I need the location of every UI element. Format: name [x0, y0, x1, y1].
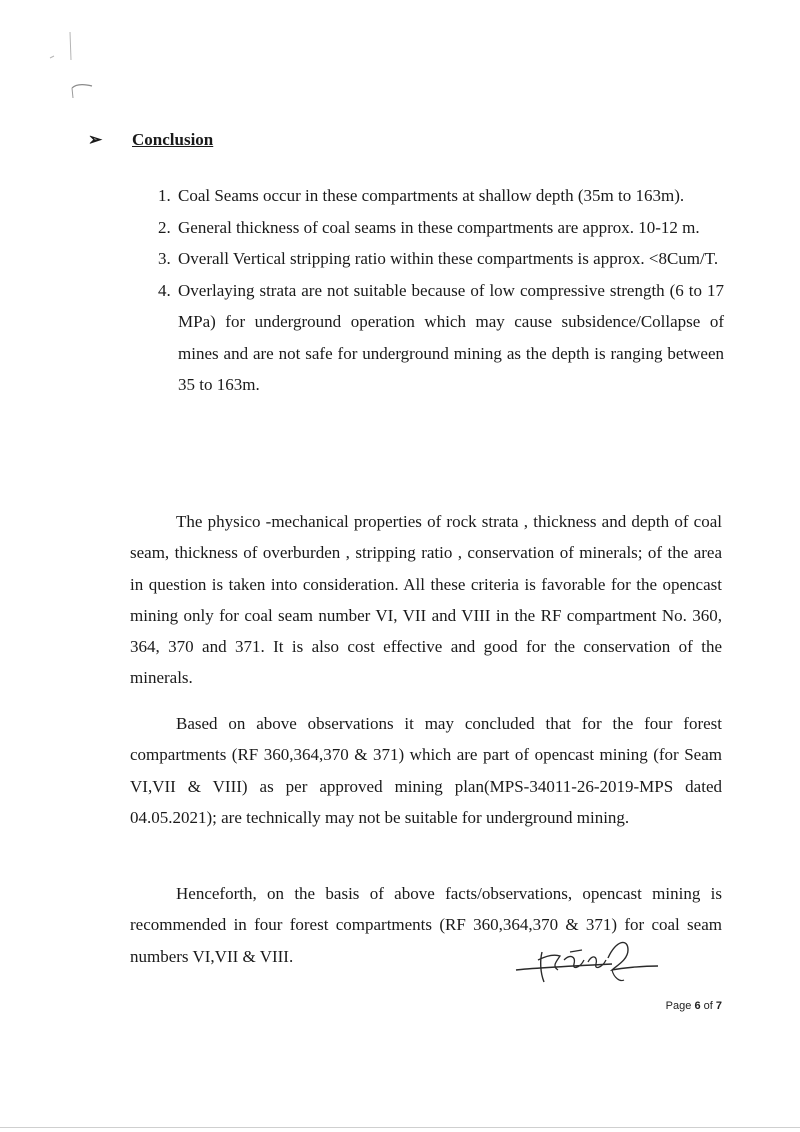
- arrow-bullet-icon: ➢: [88, 130, 103, 149]
- paragraph-properties: The physico -mechanical properties of rock strata , thickness and depth of coal seam, thickness of overburden , stripping ratio , conservation of minerals; of the area in question is taken into consideration. All these criteria is favorable for the opencast mining only for coal seam number VI, VII and VIII in the RF compartment No. 360, 364, 370 and 371. It is also cost effective and good for the conservation of the minerals.: [130, 512, 722, 688]
- scan-edge-divider: [0, 1127, 800, 1128]
- conclusion-heading: [88, 130, 213, 150]
- page-separator: of: [703, 1000, 713, 1012]
- list-item: [158, 275, 724, 401]
- conclusion-list: [158, 180, 724, 401]
- scan-margin-marks: [40, 20, 100, 110]
- page-number: [666, 1000, 722, 1012]
- list-item: [158, 212, 724, 244]
- page-total: 7: [715, 1000, 722, 1012]
- list-item: [158, 180, 724, 212]
- paragraph-recommendation: Henceforth, on the basis of above facts/observations, opencast mining is recommended in four forest compartments (RF 360,364,370 & 371) for coal seam numbers VI,VII & VIII.: [130, 884, 722, 966]
- page-prefix: Page: [665, 1000, 692, 1012]
- list-item: [158, 243, 724, 275]
- list-item-number: 2.: [158, 217, 171, 237]
- list-item-number: 1.: [158, 186, 171, 205]
- heading-title: Conclusion: [132, 130, 214, 149]
- list-item-text: General thickness of coal seams in these compartments are approx. 10-12 m.: [178, 217, 700, 237]
- list-item-number: 4.: [158, 280, 171, 300]
- list-item-text: Overall Vertical stripping ratio within these compartments is approx. <8Cum/T.: [178, 249, 719, 268]
- paragraph-observations: Based on above observations it may concluded that for the four forest compartments (RF 360,364,370 & 371) which are part of opencast mining (for Seam VI,VII & VIII) as per approved mining plan(MPS-34011-26-2019-MPS dated 04.05.2021); are technically may not be suitable for underground mining.: [130, 714, 722, 827]
- list-item-text: Overlaying strata are not suitable because of low compressive strength (6 to 17 MPa) for underground operation which may cause subsidence/Collapse of mines and are not safe for underground mining as the depth is ranging between 35 to 163m.: [178, 280, 724, 394]
- signature: [512, 930, 662, 990]
- list-item-text: Coal Seams occur in these compartments at shallow depth (35m to 163m).: [178, 186, 685, 205]
- list-item-number: 3.: [158, 249, 171, 268]
- page-current: 6: [694, 1000, 701, 1012]
